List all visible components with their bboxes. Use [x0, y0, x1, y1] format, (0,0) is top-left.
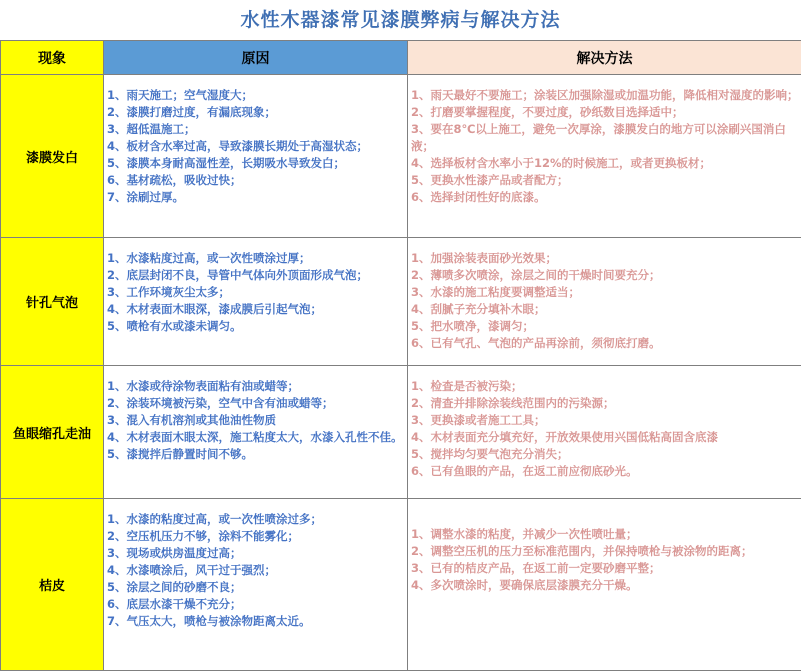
solution-item: 4、选择板材含水率小于12%的时候施工，或者更换板材；	[411, 155, 799, 172]
cause-list	[107, 378, 405, 463]
cause-item: 4、水漆喷涂后，风干过于强烈；	[107, 562, 405, 579]
solution-cell	[408, 238, 801, 366]
cause-list	[107, 250, 405, 335]
cause-item: 2、底层封闭不良，导管中气体向外顶面形成气泡；	[107, 267, 405, 284]
cause-item: 7、涂刷过厚。	[107, 189, 405, 206]
solution-item: 5、更换水性漆产品或者配方；	[411, 172, 799, 189]
cause-item: 4、木材表面木眼太深，施工粘度太大，水漆入孔性不佳。	[107, 429, 405, 446]
cause-cell	[104, 75, 408, 238]
solution-item: 5、搅拌均匀要气泡充分消失；	[411, 446, 799, 463]
header-cause: 原因	[104, 41, 408, 75]
cause-list	[107, 87, 405, 206]
cause-item: 5、漆搅拌后静置时间不够。	[107, 446, 405, 463]
cause-item: 3、超低温施工；	[107, 121, 405, 138]
solution-item: 2、清查并排除涂装线范围内的污染源；	[411, 395, 799, 412]
cause-cell	[104, 366, 408, 499]
table-row	[1, 366, 801, 499]
header-solution: 解决方法	[408, 41, 801, 75]
table-row	[1, 238, 801, 366]
solution-item: 6、选择封闭性好的底漆。	[411, 189, 799, 206]
phenomenon-cell: 针孔气泡	[1, 238, 104, 366]
cause-item: 2、涂装环境被污染，空气中含有油或蜡等；	[107, 395, 405, 412]
cause-item: 6、基材疏松，吸收过快；	[107, 172, 405, 189]
cause-item: 1、雨天施工；空气湿度大；	[107, 87, 405, 104]
phenomenon-cell: 鱼眼缩孔走油	[1, 366, 104, 499]
solution-item: 4、刮腻子充分填补木眼；	[411, 301, 799, 318]
cause-item: 7、气压太大，喷枪与被涂物距离太近。	[107, 613, 405, 630]
cause-item: 3、混入有机溶剂或其他油性物质	[107, 412, 405, 429]
cause-cell	[104, 238, 408, 366]
cause-item: 1、水漆的粘度过高，或一次性喷涂过多；	[107, 511, 405, 528]
solution-item: 3、要在8℃以上施工，避免一次厚涂，漆膜发白的地方可以涂刷兴国消白液；	[411, 121, 799, 155]
cause-item: 5、涂层之间的砂磨不良；	[107, 579, 405, 596]
solution-list	[411, 378, 799, 480]
solution-item: 3、已有的桔皮产品，在返工前一定要砂磨平整；	[411, 560, 799, 577]
solution-item: 2、调整空压机的压力至标准范围内，并保持喷枪与被涂物的距离；	[411, 543, 799, 560]
cause-list	[107, 511, 405, 630]
solution-cell	[408, 75, 801, 238]
defects-table	[0, 40, 801, 671]
solution-item: 1、调整水漆的粘度，并减少一次性喷吐量；	[411, 526, 799, 543]
phenomenon-cell: 桔皮	[1, 499, 104, 671]
page-title: 水性木器漆常见漆膜弊病与解决方法	[0, 0, 801, 40]
solution-item: 3、水漆的施工粘度要调整适当；	[411, 284, 799, 301]
solution-list	[411, 526, 799, 594]
solution-item: 3、更换漆或者施工工具；	[411, 412, 799, 429]
solution-item: 2、薄喷多次喷涂，涂层之间的干燥时间要充分；	[411, 267, 799, 284]
solution-item: 6、已有鱼眼的产品，在返工前应彻底砂光。	[411, 463, 799, 480]
table-row	[1, 75, 801, 238]
solution-item: 1、检查是否被污染；	[411, 378, 799, 395]
solution-item: 5、把水喷净，漆调匀；	[411, 318, 799, 335]
cause-cell	[104, 499, 408, 671]
solution-cell	[408, 366, 801, 499]
cause-item: 5、漆膜本身耐高湿性差，长期吸水导致发白；	[107, 155, 405, 172]
cause-item: 6、底层水漆干燥不充分；	[107, 596, 405, 613]
cause-item: 2、漆膜打磨过度，有漏底现象；	[107, 104, 405, 121]
solution-item: 1、加强涂装表面砂光效果；	[411, 250, 799, 267]
solution-item: 4、木材表面充分填充好，开放效果使用兴国低粘高固含底漆	[411, 429, 799, 446]
cause-item: 3、工作环境灰尘太多；	[107, 284, 405, 301]
solution-list	[411, 250, 799, 352]
solution-item: 1、雨天最好不要施工；涂装区加强除湿或加温功能，降低相对湿度的影响；	[411, 87, 799, 104]
cause-item: 4、木材表面木眼深，漆成膜后引起气泡；	[107, 301, 405, 318]
solution-item: 6、已有气孔、气泡的产品再涂前，须彻底打磨。	[411, 335, 799, 352]
solution-item: 4、多次喷涂时，要确保底层漆膜充分干燥。	[411, 577, 799, 594]
cause-item: 1、水漆粘度过高，或一次性喷涂过厚；	[107, 250, 405, 267]
solution-item: 2、打磨要掌握程度，不要过度，砂纸数目选择适中；	[411, 104, 799, 121]
solution-cell	[408, 499, 801, 671]
cause-item: 3、现场或烘房温度过高；	[107, 545, 405, 562]
table-header-row	[1, 41, 801, 75]
phenomenon-cell: 漆膜发白	[1, 75, 104, 238]
cause-item: 1、水漆或待涂物表面粘有油或蜡等；	[107, 378, 405, 395]
cause-item: 4、板材含水率过高，导致漆膜长期处于高湿状态；	[107, 138, 405, 155]
table-row	[1, 499, 801, 671]
header-phenomenon: 现象	[1, 41, 104, 75]
cause-item: 5、喷枪有水或漆未调匀。	[107, 318, 405, 335]
solution-list	[411, 87, 799, 206]
cause-item: 2、空压机压力不够，涂料不能雾化；	[107, 528, 405, 545]
